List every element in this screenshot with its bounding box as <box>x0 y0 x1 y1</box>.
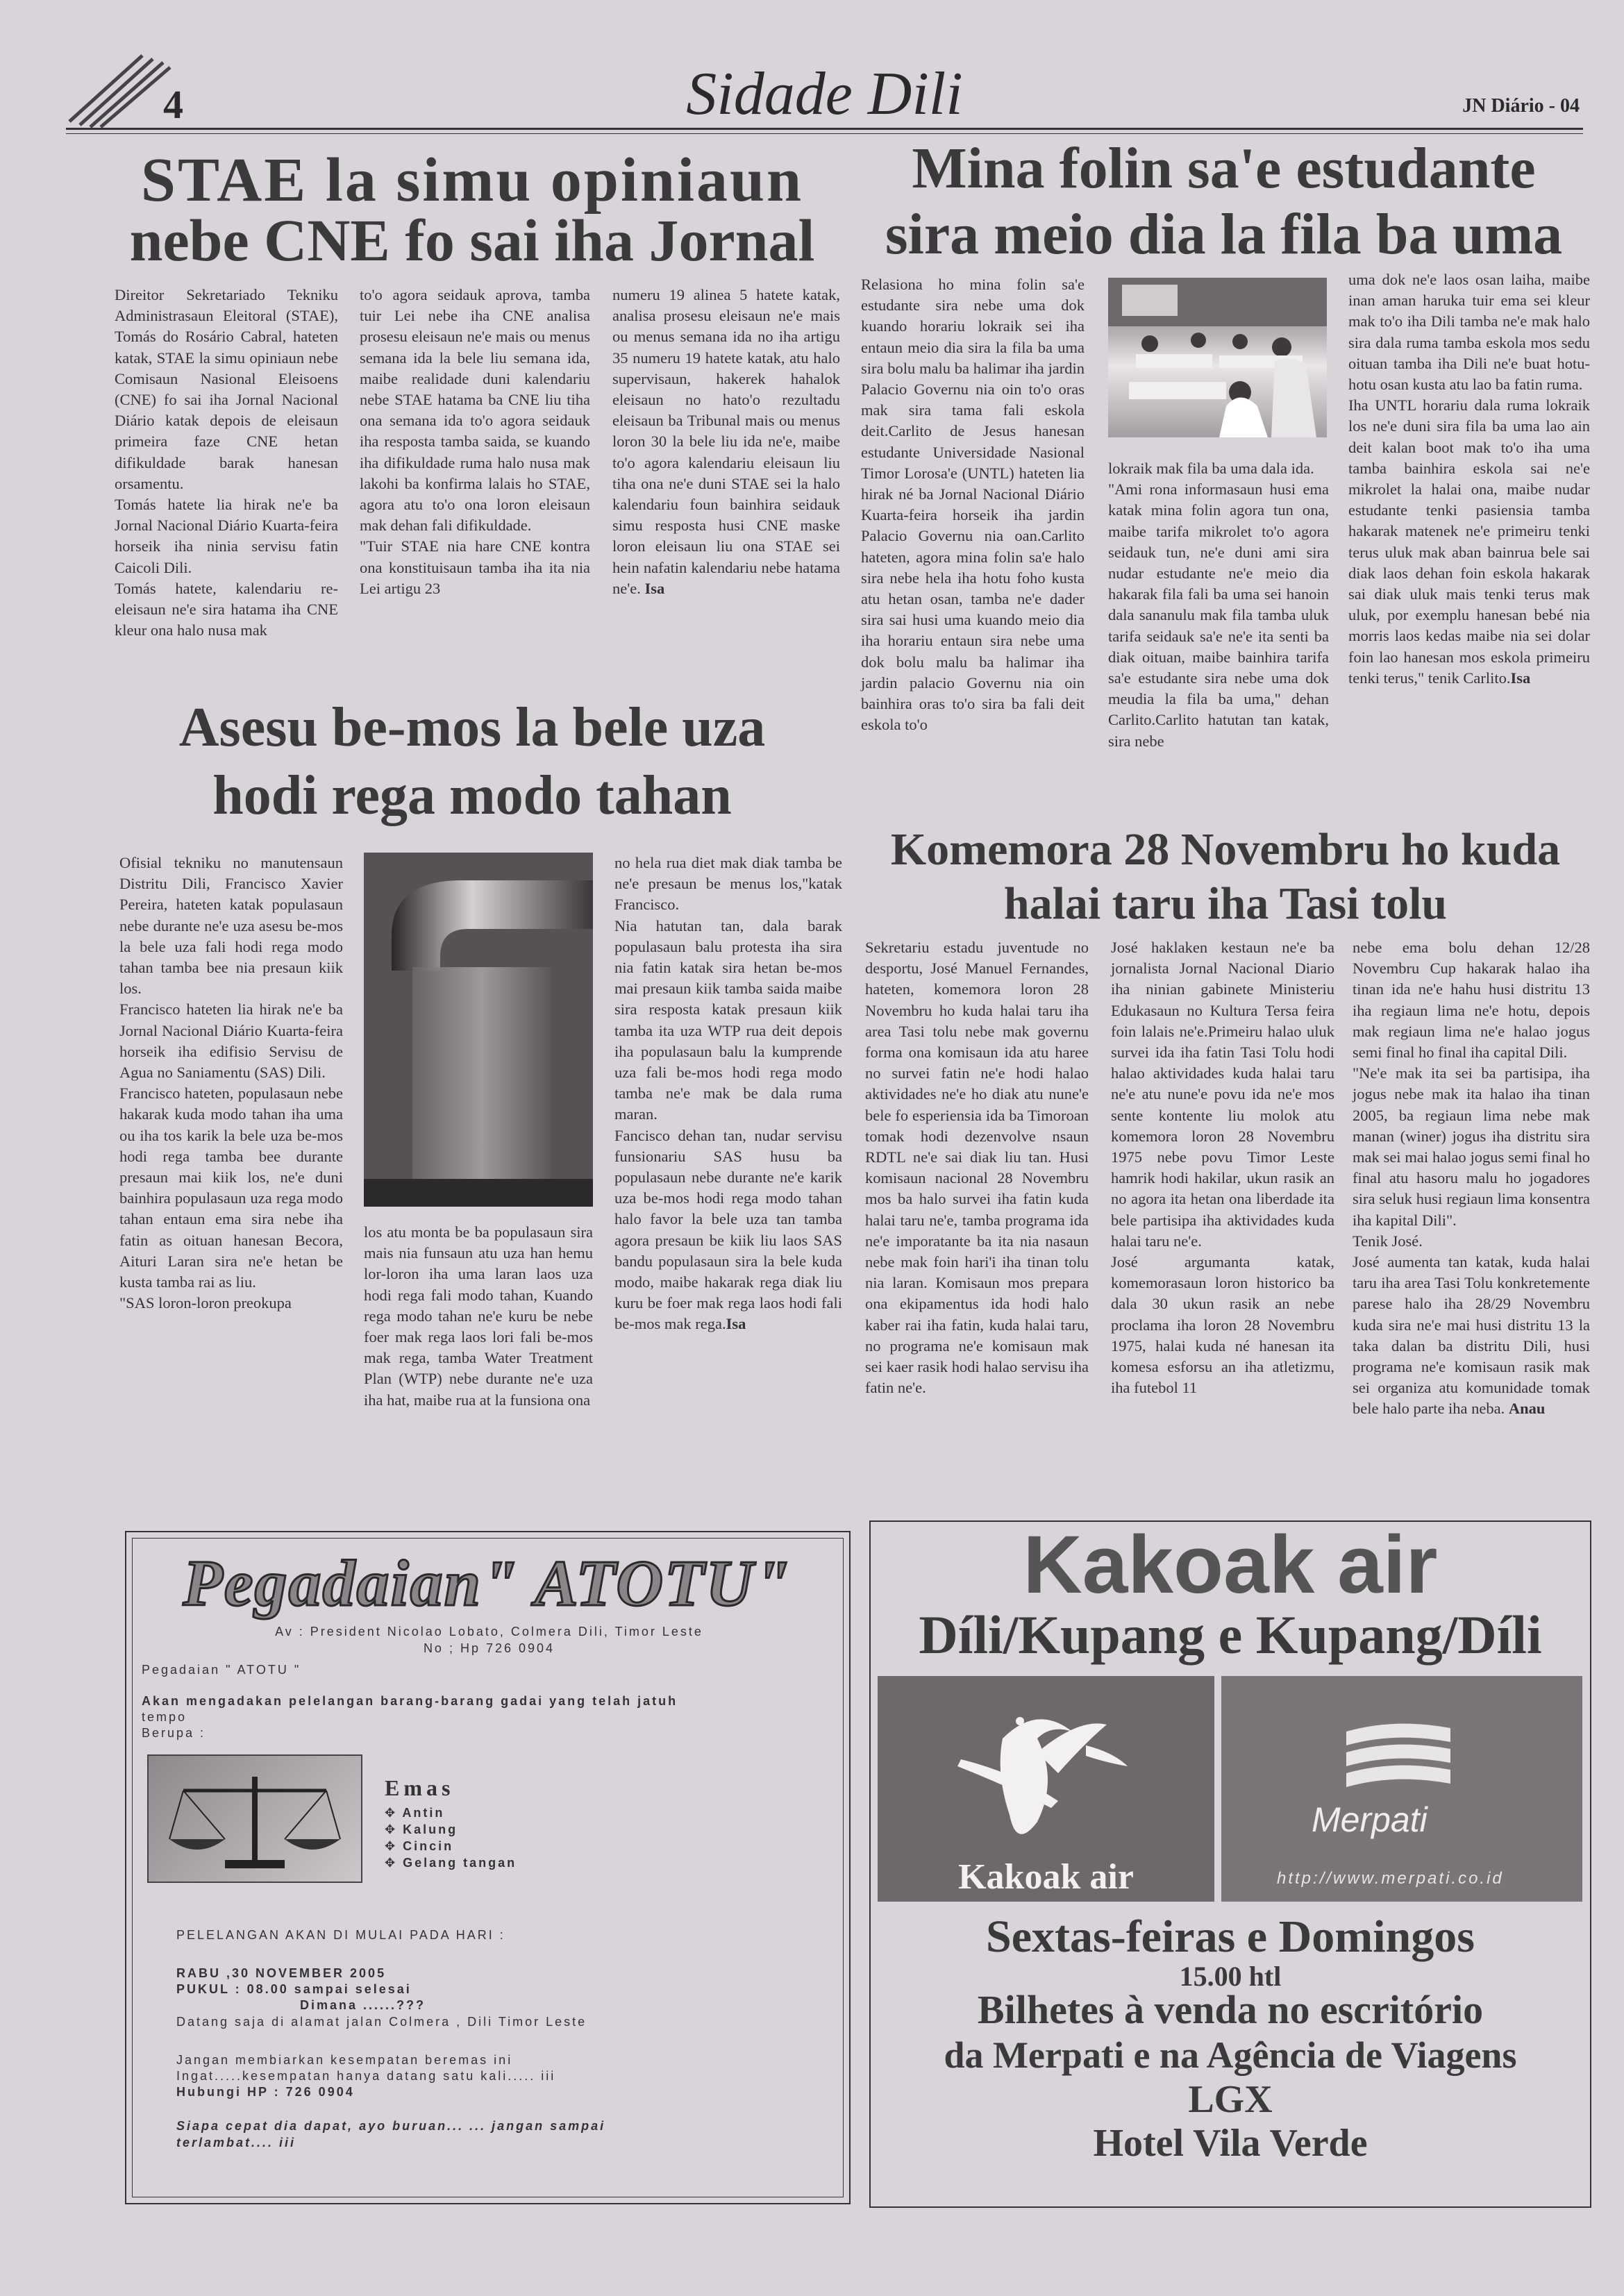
article3-headline-line2: hodi rega modo tahan <box>212 765 732 826</box>
slogan-line1: Siapa cepat dia dapat, ayo buruan... ... jangan sampai <box>176 2119 606 2133</box>
article2-headline-line1: Mina folin sa'e estudante <box>912 136 1536 201</box>
ad-tickets-line1: Bilhetes à venda no escritório <box>977 1987 1484 2032</box>
byline: Isa <box>1510 669 1531 687</box>
article4-headline-line1: Komemora 28 Novembru ho kuda <box>890 824 1561 875</box>
paragraph: José aumenta tan katak, kuda halai taru iha area Tasi Tolu konkretemente parese halo iha 28/29 Novembru kuda sira ne'e mai husi distritu 13 la taka dalan ba distritu Dili, husi programa ne'e komisaun rasik mak sei organiza atu komunidade tomak bele halo parte iha neba. Anau <box>1353 1253 1590 1418</box>
paragraph: Francisco hateten lia hirak ne'e ba Jornal Nacional Diário Kuarta-feira horseik iha edifisio Servisu de Agua no Saniamentu (SAS) Dili. <box>119 1000 343 1082</box>
paragraph: Tomás hatete, kalendariu re-eleisaun ne'e sira hatama iha CNE kleur ona halo nusa mak <box>115 579 338 639</box>
pegadaian-advertisement <box>125 1531 851 2204</box>
merpati-url: http://www.merpati.co.id <box>1277 1869 1504 1888</box>
paragraph: Tomás hatete lia hirak ne'e ba Jornal Nacional Diário Kuarta-feira horseik iha ninia servisu fatin Caicoli Dili. <box>115 496 338 576</box>
warning-line2: Ingat.....kesempatan hanya datang satu kali..... iii <box>176 2069 556 2083</box>
byline: Isa <box>644 579 665 597</box>
scales-illustration <box>147 1754 362 1883</box>
article3-col3 <box>614 853 842 1335</box>
article1-col2 <box>360 285 590 599</box>
article1-headline-line1: STAE la simu opiniaun <box>140 146 804 215</box>
ad-agency: LGX <box>1188 2078 1273 2121</box>
ad-time: 15.00 htl <box>1179 1961 1282 1992</box>
kakoak-air-advertisement <box>869 1520 1591 2208</box>
article2-col3 <box>1348 269 1590 689</box>
article4-col3 <box>1353 937 1590 1420</box>
flag-logo-icon <box>1221 1676 1582 1902</box>
article3-col1 <box>119 853 343 1314</box>
masthead <box>66 52 1583 135</box>
kakoak-logo-text: Kakoak air <box>958 1857 1134 1897</box>
paragraph: lokraik mak fila ba uma dala ida. <box>1108 460 1314 477</box>
merpati-logo-panel <box>1221 1676 1582 1902</box>
ad-days: Sextas-feiras e Domingos <box>986 1911 1475 1962</box>
sale-date: RABU ,30 NOVEMBER 2005 <box>176 1966 387 1980</box>
article1-headline-line2: nebe CNE fo sai iha Jornal <box>129 207 815 274</box>
masthead-rule <box>66 128 1583 130</box>
ad-title: Kakoak air <box>1023 1519 1438 1611</box>
paragraph: "Ne'e mak ita sei ba partisipa, iha jogus nebe mak ita halao iha tinan 2005, ba regiaun lima nebe mak manan (winer) jogus iha distritu sira mak sei mai halao jogus semi final ho final atu hasoru malu ho jogadores sira seluk husi regiaun lima konsentra iha kapital Dili". <box>1353 1064 1590 1229</box>
paragraph: Iha UNTL horariu dala ruma lokraik los ne'e duni sira fila ba uma lao ain deit kalan boot mak to'o iha uma tamba bainhira eskola sai ne'e mikrolet la halai ona, maibe nudar estudante tenki pasiensia tamba hakarak matenek ne'e primeiru tenki terus uluk mak aban bainrua bele sai diak laos dehan foin eskola hakarak sai diak uluk mais tenki terus mak uluk, por exemplu hanesan bebé nia morris laos kedas maibe nia sei dolar foin lao hanesan mos eskola primeiru tenki terus," tenik Carlito.Isa <box>1348 396 1590 687</box>
article3-col2 <box>364 1222 593 1411</box>
page-number: 4 <box>163 82 183 127</box>
ad-tickets-line2: da Merpati e na Agência de Viagens <box>944 2034 1517 2076</box>
paragraph: "Ami rona informasaun husi ema katak mina folin agora tun ona, maibe tarifa mikrolet to'o agora seidauk tun, ne'e duni ami sira nudar estudante ne'e meio dia hakarak fila fali ba uma sei hanoin dala sananulu mak fila tamba uluk tarifa seidauk sa'e ne'e ita senti ba diak oituan, maibe bainhira tarifa sa'e estudante sira nebe uma dok meudia la fila ba uma," dehan Carlito.Carlito hatutan tan katak, sira nebe <box>1108 480 1329 750</box>
paragraph: Sekretariu estadu juventude no desportu, José Manuel Fernandes, hateten, komemora loron 28 Novembru ho kuda halai taru iha area Tasi tolu nebe mak governu forma ona komisaun ida atu haree no survei fatin ne'e hodi halao aktividades ne'e ho diak atu nune'e bele fo esperiensia ida ba Timoroan tomak hodi dezenvolve nsaun RDTL ne'e sai diak liu tan. Husi komisaun nacional 28 Novembru mos ba halo survei iha fatin kuda halai taru ne'e, tamba programa ida ne'e imporatante ba ita nia nasaun nebe mak foin hari'i iha tinan tolu nia laran. Komisaun mos prepara ona ekipamentus ida hodi halo kaber rai iha fatin, kuda halai taru, no programa ne'e komisaun mak sei kaer rasik hodi halao servisu iha fatin ne'e. <box>865 939 1089 1397</box>
paragraph: Direitor Sekretariado Tekniku Administrasaun Eleitoral (STAE), Tomás do Rosário Cabral, hateten katak, STAE la simu opiniaun nebe Comisaun Nasional Eleisoens (CNE) fo sai iha Jornal Nacional Diário katak depois de eleisaun primeira faze CNE hetan difikuldade barak hanesan orsamentu. <box>115 286 338 492</box>
byline: Anau <box>1508 1400 1546 1418</box>
emas-list <box>385 1804 517 1871</box>
article3-headline-line1: Asesu be-mos la bele uza <box>178 697 766 758</box>
emas-title: Emas <box>385 1775 455 1800</box>
paragraph: uma dok ne'e laos osan laiha, maibe inan aman haruka tuir ema sei kleur mak to'o iha Dili tamba ne'e mak halo sira dala ruma tamba eskola mos sedu oituan tamba iha Dili ne'e buat hotu-hotu osan kusta atu lao ba fatin ruma. <box>1348 271 1590 394</box>
article2-col2 <box>1108 458 1329 752</box>
slogan-line2: terlambat.... iii <box>176 2136 296 2150</box>
sale-where: Dimana ......??? <box>300 1998 426 2012</box>
paragraph: Tenik José. <box>1353 1232 1423 1250</box>
list-item: ✥ Antin <box>385 1806 445 1820</box>
warning-line1: Jangan membiarkan kesempatan beremas ini <box>176 2053 513 2067</box>
edition-label: JN Diário - 04 <box>1462 95 1580 117</box>
pegadaian-logo: Pegadaian" ATOTU" <box>183 1548 792 1620</box>
ad-hotel: Hotel Vila Verde <box>1093 2122 1368 2165</box>
list-item: ✥ Cincin <box>385 1839 454 1853</box>
address-line1: Av : President Nicolao Lobato, Colmera Dili, Timor Leste <box>275 1625 703 1639</box>
article2-col1 <box>861 274 1085 735</box>
paragraph: Ofisial tekniku no manutensaun Distritu Dili, Francisco Xavier Pereira, hateten katak populasaun nebe durante ne'e uza asesu be-mos la bele uza fali hodi rega modo tahan tamba bee nia presaun kiik los. <box>119 854 343 998</box>
list-item: ✥ Gelang tangan <box>385 1856 517 1870</box>
paragraph: Francisco hateten, populasaun nebe hakarak kuda modo tahan iha uma ou iha tos karik la bele uza be-mos hodi rega tamba bee durante presaun mai kiik los, ne'e duni bainhira populasaun uza rega modo tahan entaun ema sira nebe iha fatin as oituan hanesan Becora, Aituri Laran sira ne'e hetan be kusta tamba rai as liu. <box>119 1084 343 1291</box>
article4-headline-line2: halai taru iha Tasi tolu <box>1003 878 1448 929</box>
byline: Isa <box>726 1315 746 1333</box>
scales-icon <box>149 1756 361 1882</box>
article1-col3 <box>612 285 840 599</box>
pegadaian-name: Pegadaian " ATOTU " <box>142 1663 301 1677</box>
paragraph: Relasiona ho mina folin sa'e estudante sira nebe uma dok kuando horariu lokraik sei iha entaun meio dia sira la fila ba uma sira bolu malu ba halimar iha jardin Palacio Governu nia oin to'o oras mak sira tama fali eskola deit.Carlito de Jesus hanesan estudante Universidade Nasional Timor Lorosa'e (UNTL) hateten lia hirak né ba Jornal Nacional Diário Kuarta-feira horseik iha jardin Palacio Governu nia oan.Carlito hateten, agora mina folin sa'e halo sira nebe hela iha hotu foho kusta atu hetan osan, tamba ne'e dader sira sai husi uma kuando meio dia iha horariu entaun sira nebe uma dok bolu malu ba halimar iha jardin palacio Governu nia oin bainhira oras to'o sira ba fali deit eskola to'o <box>861 276 1085 734</box>
sale-time: PUKUL : 08.00 sampai selesai <box>176 1982 412 1996</box>
article2-headline-line2: sira meio dia la fila ba uma <box>885 202 1563 267</box>
paragraph: numeru 19 alinea 5 hatete katak, analisa prosesu eleisaun ne'e mais ou menus semana ida no iha artigu 35 numeru 19 hatete katak, atu halo supervisaun, hakerek hahalok eleisaun no hato'o rezultadu eleisaun ba Tribunal mais ou menus loron 30 la bele liu ida ne'e, maibe to'o agora kalendariu eleisaun liu tiha ona ne'e duni STAE sei la halo kalendariu foun bainhira seidauk simu resposta husi CNE maske loron eleisaun liu ona STAE sei hein nafatin kalendariu nebe hatama ne'e. Isa <box>612 286 840 597</box>
list-item: ✥ Kalung <box>385 1822 458 1836</box>
merpati-logo-text: Merpati <box>1312 1800 1428 1839</box>
kakoak-logo-panel <box>878 1676 1214 1902</box>
sale-location: Datang saja di alamat jalan Colmera , Dili Timor Leste <box>176 2015 587 2029</box>
paragraph: Fancisco dehan tan, nudar servisu funsionariu SAS husu ba populasaun nebe durante ne'e karik uza be-mos hodi rega modo tahan halo favor la bele uza tan tamba agora presaun be kiik liu laos SAS bandu populasaun sira la bele kuda modo, maibe hakarak rega diak liu kuru be foer mak rega laos hodi fali be-mos mak rega.Isa <box>614 1126 842 1333</box>
paragraph: los atu monta be ba populasaun sira mais nia funsaun atu uza han hemu lor-loron iha uma laran laos uza hodi rega fali modo tahan, Kuando rega modo tahan ne'e kuru be nebe foer mak rega laos lori fali be-mos mak rega, tamba Water Treatment Plan (WTP) nebe durante ne'e uza iha hat, maibe rua at la funsiona ona <box>364 1223 593 1409</box>
announce-line2: tempo <box>142 1710 187 1724</box>
announce-line3: Berupa : <box>142 1726 206 1740</box>
paragraph: José haklaken kestaun ne'e ba jornalista Jornal Nacional Diario iha ninian gabinete Ministeriu Edukasaun no Kultura Tersa feira foin lalais ne'e.Primeiru halao uluk survei ida iha fatin Tasi Tolu hodi halao aktividades kuda halai taru ne'e atu nune'e povu ida ne'e mos sente kontente liu molok atu komemora loron 28 Novembru 1975 nebe povu Timor Leste hamrik hodi hakilar, ukun rasik an no agora ita hetan ona liberdade ita bele partisipa iha aktividades kuda halai taru ne'e. <box>1111 939 1334 1250</box>
paragraph: Nia hatutan tan, dala barak populasaun balu protesta iha sira nia fatin katak sira hetan be-mos mai presaun kiik tamba saida maibe sira resposta katak presaun kiik tamba ita uza WTP rua deit depois iha populasaun balu la kumprende uza fali be-mos hodi rega modo tamba ne'e mak be dala ruma maran. <box>614 916 842 1123</box>
section-title: Sidade Dili <box>686 60 963 128</box>
address-line2: No ; Hp 726 0904 <box>423 1641 555 1655</box>
students-classroom-photo <box>1108 278 1327 437</box>
announce-line1: Akan mengadakan pelelangan barang-barang gadai yang telah jatuh <box>142 1694 678 1708</box>
contact-phone: Hubungi HP : 726 0904 <box>176 2085 355 2099</box>
article4-col1 <box>865 937 1089 1398</box>
paragraph: "Tuir STAE nia hare CNE kontra ona konstituisaun tamba iha ita nia Lei artigu 23 <box>360 537 590 597</box>
sale-title: PELELANGAN AKAN DI MULAI PADA HARI : <box>176 1928 505 1942</box>
water-tap-photo <box>364 853 593 1207</box>
article1-col1 <box>115 285 338 641</box>
paragraph: nebe ema bolu dehan 12/28 Novembru Cup hakarak halao iha tinan ida ne'e hahu husi distritu 13 iha regiaun lima ne'e hotu, depois mak regiaun lima ne'e halao jogus semi final ho final iha capital Dili. <box>1353 939 1590 1062</box>
masthead-rule-thin <box>66 133 1583 134</box>
article4-col2 <box>1111 937 1334 1398</box>
paragraph: "SAS loron-loron preokupa <box>119 1294 292 1312</box>
paragraph: to'o agora seidauk aprova, tamba tuir Lei nebe iha CNE analisa prosesu eleisaun ne'e mais ou menus semana ida la bele liu semana ida, maibe realidade duni kalendariu nebe STAE hatama ba CNE liu tiha ona semana ida to'o agora seidauk iha resposta tamba saida, se kuando iha difikuldade ruma halo nusa mak lakohi ba konfirma lalais ho STAE, agora atu to'o ona loron eleisaun mak dehan fali difikuldade. <box>360 286 590 535</box>
paragraph: José argumanta katak, komemorasaun loron historico ba dala 30 ukun rasik an nebe proclama iha loron 28 Novembru 1975, halai kuda né hanesan ita komesa esforsu an iha atletizmu, iha futebol 11 <box>1111 1253 1334 1397</box>
paragraph: no hela rua diet mak diak tamba be ne'e presaun be menus los,"katak Francisco. <box>614 854 842 914</box>
ad-route: Díli/Kupang e Kupang/Díli <box>919 1604 1542 1665</box>
